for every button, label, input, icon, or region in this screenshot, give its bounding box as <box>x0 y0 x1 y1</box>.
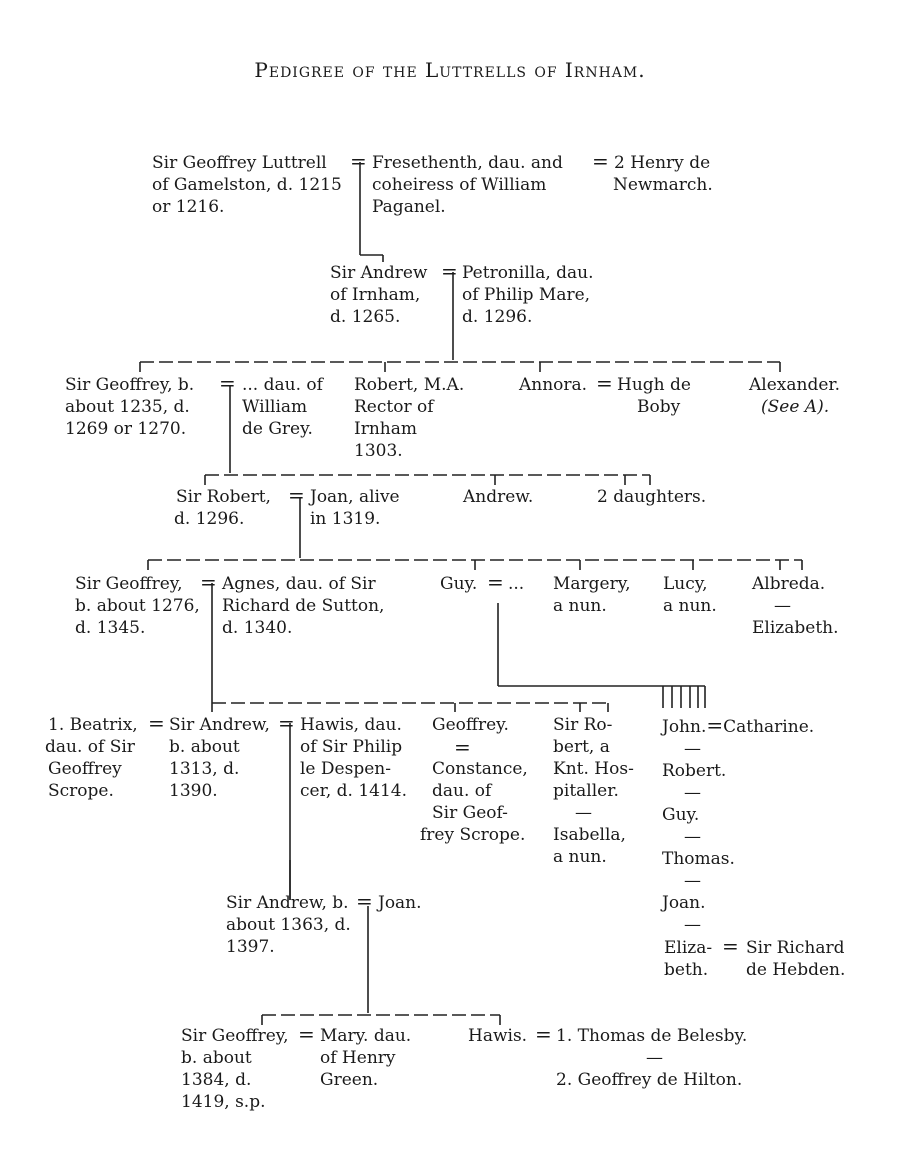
person-mary-green: Mary. dau. of Henry Green. <box>320 1026 412 1090</box>
person-beatrix: 1. Beatrix, dau. of Sir Geoffrey Scrope. <box>45 715 138 801</box>
person-dau-william-de-grey: ... dau. of William de Grey. <box>242 375 323 439</box>
person-joan: Joan. <box>378 893 422 913</box>
person-sir-andrew-irnham: Sir Andrew of Irnham, d. 1265. <box>330 263 428 327</box>
marriage-sign: = <box>148 711 165 735</box>
person-john-siblings: John.=Catharine. — Robert. — Guy. — Thomas. — Joan. — <box>662 713 815 935</box>
person-sir-robert: Sir Robert, d. 1296. <box>174 487 271 529</box>
person-margery: Margery, a nun. <box>553 574 631 616</box>
person-sir-geoffrey-1384: Sir Geoffrey, b. about 1384, d. 1419, s.p. <box>181 1026 289 1112</box>
person-petronilla: Petronilla, dau. of Philip Mare, d. 1296. <box>462 263 594 327</box>
person-hugh-de-boby: Hugh de Boby <box>617 375 691 417</box>
person-hawis-despencer: Hawis, dau. of Sir Philip le Despen- cer, d. 1414. <box>300 715 408 801</box>
marriage-sign: = <box>441 259 458 283</box>
marriage-sign: = <box>722 934 739 958</box>
person-agnes: Agnes, dau. of Sir Richard de Sutton, d. 1340. <box>222 574 385 638</box>
person-sir-geoffrey-1276: Sir Geoffrey, b. about 1276, d. 1345. <box>75 574 200 638</box>
person-andrew: Andrew. <box>463 487 534 507</box>
person-fresethenth: Fresethenth, dau. and coheiress of William Paganel. <box>372 153 563 217</box>
marriage-sign: = <box>535 1022 552 1046</box>
marriage-sign: = <box>288 483 305 507</box>
marriage-sign: = <box>487 570 504 594</box>
person-sir-andrew-1363: Sir Andrew, b. about 1363, d. 1397. <box>226 893 351 957</box>
person-sir-richard-de-hebden: Sir Richard de Hebden. <box>746 938 846 980</box>
marriage-sign: = <box>350 149 367 173</box>
person-albreda: Albreda. — Elizabeth. <box>752 574 839 638</box>
person-alexander: Alexander. (See A). <box>749 375 841 417</box>
person-sir-geoffrey-1235: Sir Geoffrey, b. about 1235, d. 1269 or 1270. <box>65 375 195 439</box>
page-title: Pedigree of the Luttrells of Irnham. <box>254 58 646 82</box>
person-thomas-de-belesby: 1. Thomas de Belesby. <box>556 1026 748 1046</box>
person-lucy: Lucy, a nun. <box>663 574 717 616</box>
marriage-sign: = <box>596 371 613 395</box>
person-elizabeth-hebden: Eliza- beth. <box>664 938 713 980</box>
person-sir-geoffrey-luttrell: Sir Geoffrey Luttrell of Gamelston, d. 1215 or 1216. <box>152 153 342 217</box>
separator-dash: — <box>646 1048 663 1068</box>
person-hawis: Hawis. <box>468 1026 528 1046</box>
person-guy: Guy. <box>440 574 478 594</box>
marriage-sign: = <box>219 371 236 395</box>
person-henry-de-newmarch: 2 Henry de Newmarch. <box>613 153 713 195</box>
marriage-sign: = <box>278 711 295 735</box>
person-joan-alive-1319: Joan, alive in 1319. <box>310 487 400 529</box>
person-2-daughters: 2 daughters. <box>597 487 707 507</box>
person-geoffrey-de-hilton: 2. Geoffrey de Hilton. <box>556 1070 743 1090</box>
person-sir-robert-hospitaller: Sir Ro- bert, a Knt. Hos- pitaller. — Isabella, a nun. <box>553 715 634 867</box>
person-guy-wife: ... <box>508 574 525 594</box>
person-geoffrey-constance: Geoffrey. = Constance, dau. of Sir Geof- frey Scrope. <box>420 715 528 845</box>
marriage-sign: = <box>356 889 373 913</box>
person-annora: Annora. <box>519 375 588 395</box>
marriage-sign: = <box>200 570 217 594</box>
marriage-sign: = <box>298 1022 315 1046</box>
person-robert-rector: Robert, M.A. Rector of Irnham 1303. <box>354 375 465 461</box>
person-sir-andrew-1313: Sir Andrew, b. about 1313, d. 1390. <box>169 715 270 801</box>
marriage-sign: = <box>592 149 609 173</box>
